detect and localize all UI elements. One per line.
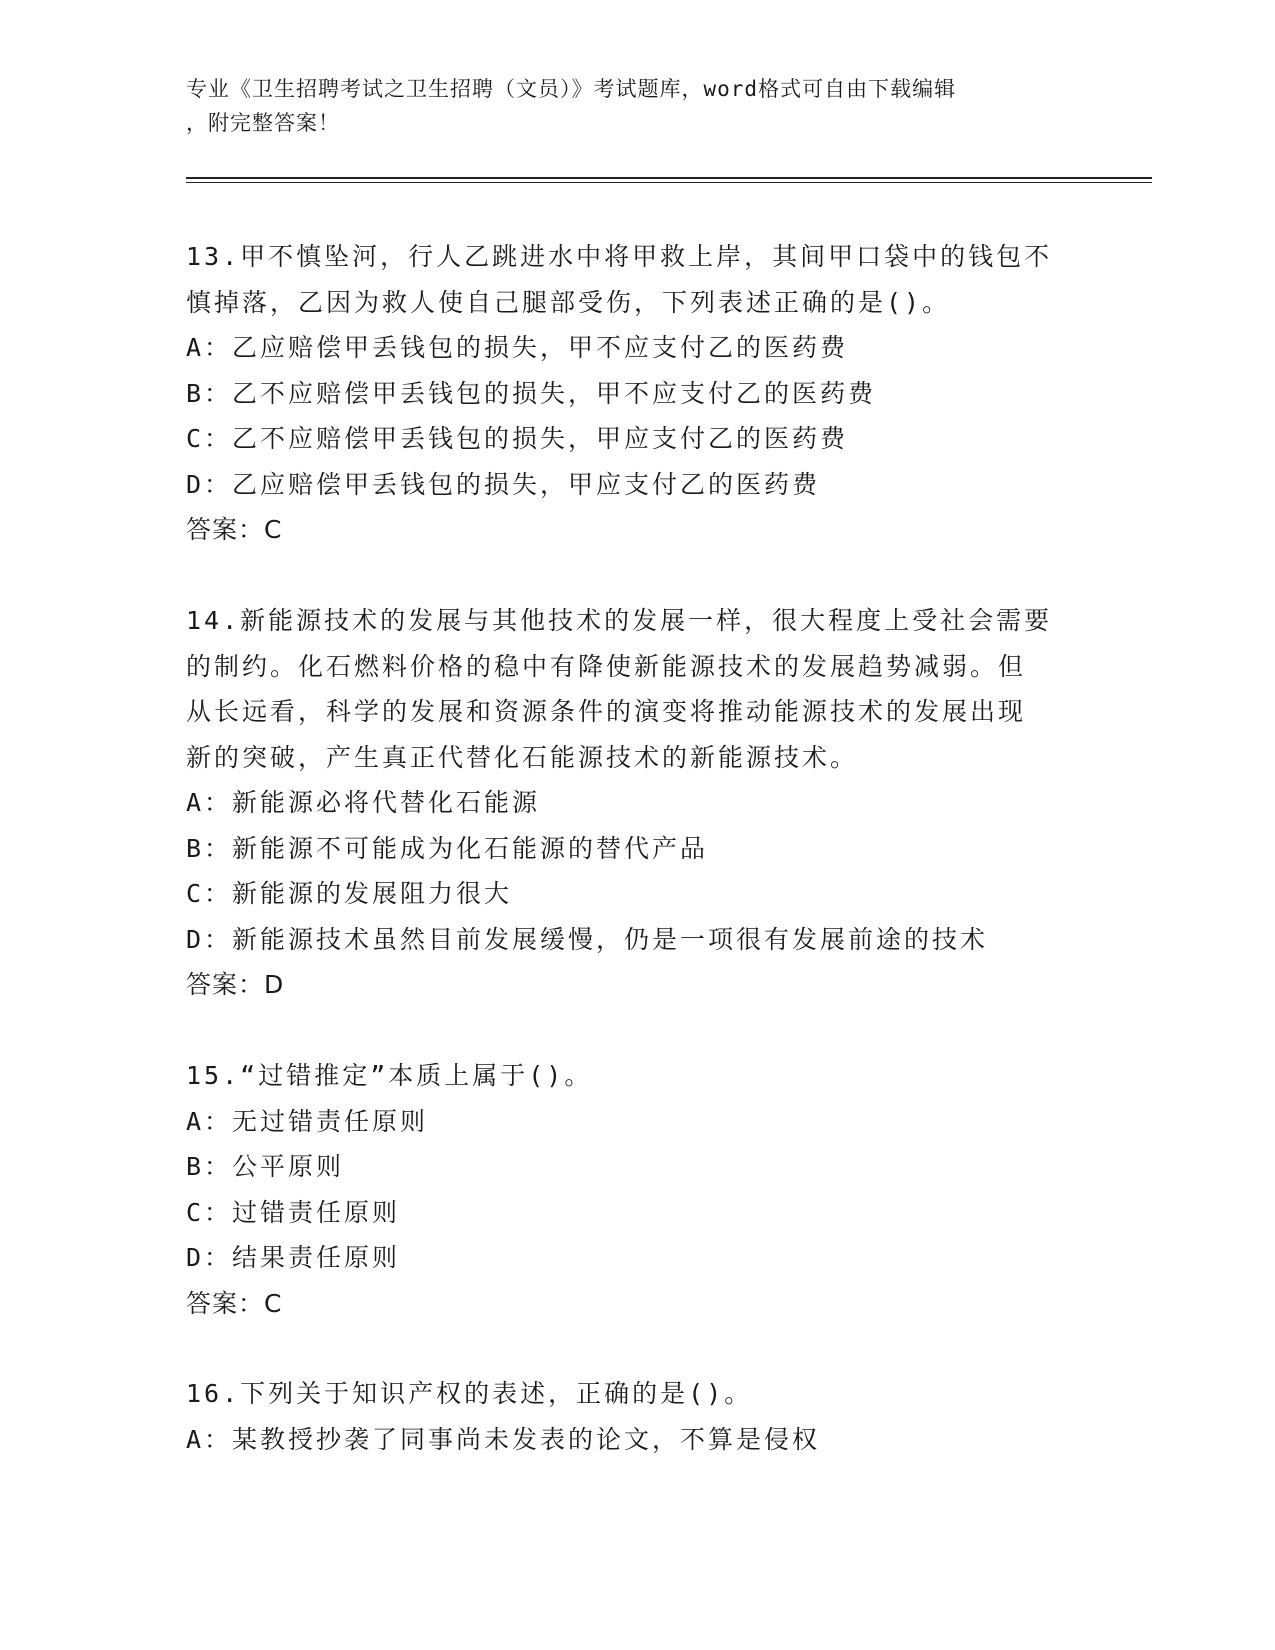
option-a: A：乙应赔偿甲丢钱包的损失，甲不应支付乙的医药费	[186, 333, 849, 362]
question-16	[186, 1371, 1086, 1462]
option-d: D：乙应赔偿甲丢钱包的损失，甲应支付乙的医药费	[186, 469, 821, 499]
question-stem: 16.下列关于知识产权的表述，正确的是()。	[186, 1379, 753, 1408]
option-b: B：乙不应赔偿甲丢钱包的损失，甲不应支付乙的医药费	[186, 378, 877, 408]
option-b: B：新能源不可能成为化石能源的替代产品	[186, 833, 709, 863]
answer: 答案：C	[186, 1288, 283, 1318]
question-stem: 新的突破，产生真正代替化石能源技术的新能源技术。	[186, 742, 859, 772]
header-line: ，附完整答案！	[186, 111, 340, 135]
question-stem: 15.“过错推定”本质上属于()。	[186, 1061, 593, 1090]
question-13	[186, 234, 1086, 553]
option-c: C：乙不应赔偿甲丢钱包的损失，甲应支付乙的医药费	[186, 424, 849, 453]
question-stem: 13.甲不慎坠河，行人乙跳进水中将甲救上岸，其间甲口袋中的钱包不	[186, 242, 1053, 271]
question-stem: 14.新能源技术的发展与其他技术的发展一样，很大程度上受社会需要	[186, 606, 1053, 635]
answer: 答案：D	[186, 970, 285, 999]
option-c: C：过错责任原则	[186, 1197, 401, 1227]
option-a: A：新能源必将代替化石能源	[186, 788, 541, 817]
option-a: A：无过错责任原则	[186, 1106, 429, 1136]
header-line: 专业《卫生招聘考试之卫生招聘（文员）》考试题库，word格式可自由下载编辑	[186, 77, 957, 101]
option-b: B：公平原则	[186, 1152, 345, 1181]
question-stem: 慎掉落，乙因为救人使自己腿部受伤，下列表述正确的是()。	[186, 287, 951, 317]
header-divider	[186, 177, 1152, 179]
option-d: D：新能源技术虽然目前发展缓慢，仍是一项很有发展前途的技术	[186, 924, 989, 954]
document-header	[186, 72, 1086, 140]
question-stem: 的制约。化石燃料价格的稳中有降使新能源技术的发展趋势减弱。但	[186, 651, 1027, 681]
question-15	[186, 1053, 1086, 1326]
option-d: D：结果责任原则	[186, 1243, 401, 1272]
question-stem: 从长远看，科学的发展和资源条件的演变将推动能源技术的发展出现	[186, 697, 1027, 726]
option-a: A：某教授抄袭了同事尚未发表的论文，不算是侵权	[186, 1424, 821, 1454]
header-divider	[186, 182, 1152, 183]
question-14	[186, 598, 1086, 1008]
option-c: C：新能源的发展阻力很大	[186, 879, 513, 908]
answer: 答案：C	[186, 515, 283, 544]
